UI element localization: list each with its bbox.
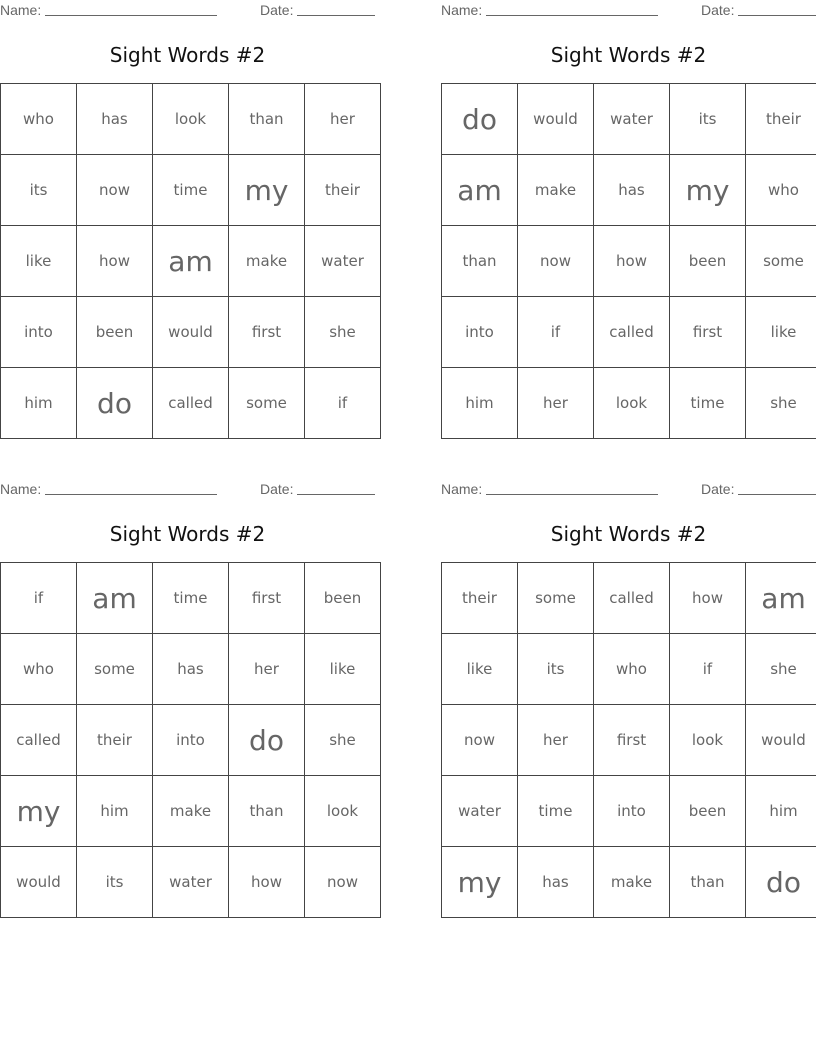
word-cell[interactable]: look: [305, 776, 381, 847]
word-cell[interactable]: would: [518, 84, 594, 155]
word-cell[interactable]: if: [305, 368, 381, 439]
word-cell[interactable]: been: [305, 563, 381, 634]
word-cell[interactable]: been: [670, 226, 746, 297]
word-cell[interactable]: do: [442, 84, 518, 155]
word-cell[interactable]: their: [305, 155, 381, 226]
grid-row: [442, 634, 816, 705]
grid-row: [442, 776, 816, 847]
word-cell[interactable]: am: [746, 563, 816, 634]
word-cell[interactable]: called: [594, 297, 670, 368]
word-cell[interactable]: like: [442, 634, 518, 705]
word-cell[interactable]: its: [1, 155, 77, 226]
word-cell[interactable]: would: [746, 705, 816, 776]
name-field[interactable]: [486, 494, 658, 495]
word-cell[interactable]: if: [518, 297, 594, 368]
word-cell[interactable]: first: [229, 297, 305, 368]
word-cell[interactable]: into: [1, 297, 77, 368]
word-cell[interactable]: if: [1, 563, 77, 634]
word-cell[interactable]: make: [518, 155, 594, 226]
card-title: Sight Words #2: [550, 522, 707, 546]
word-cell[interactable]: make: [594, 847, 670, 918]
word-cell[interactable]: her: [229, 634, 305, 705]
word-cell[interactable]: first: [594, 705, 670, 776]
word-cell[interactable]: do: [77, 368, 153, 439]
grid-row: [1, 563, 381, 634]
word-cell[interactable]: called: [153, 368, 229, 439]
word-cell[interactable]: its: [77, 847, 153, 918]
word-cell[interactable]: look: [594, 368, 670, 439]
grid-row: [1, 226, 381, 297]
word-cell[interactable]: into: [594, 776, 670, 847]
name-label: Name:: [441, 481, 483, 497]
word-cell[interactable]: she: [746, 368, 816, 439]
word-cell[interactable]: she: [305, 705, 381, 776]
date-label: Date:: [701, 481, 735, 497]
grid-row: [442, 226, 816, 297]
word-cell[interactable]: water: [153, 847, 229, 918]
name-field[interactable]: [45, 494, 217, 495]
word-cell[interactable]: like: [746, 297, 816, 368]
word-cell[interactable]: into: [442, 297, 518, 368]
word-cell[interactable]: my: [1, 776, 77, 847]
word-cell[interactable]: my: [442, 847, 518, 918]
grid-row: [442, 705, 816, 776]
date-field[interactable]: [297, 494, 375, 495]
name-date-header: [441, 479, 816, 501]
word-cell[interactable]: look: [670, 705, 746, 776]
word-cell[interactable]: how: [594, 226, 670, 297]
word-cell[interactable]: she: [746, 634, 816, 705]
bingo-card: [0, 479, 375, 891]
name-date-header: [0, 0, 375, 22]
word-cell[interactable]: how: [229, 847, 305, 918]
word-cell[interactable]: time: [153, 563, 229, 634]
word-cell[interactable]: she: [305, 297, 381, 368]
word-cell[interactable]: water: [594, 84, 670, 155]
word-cell[interactable]: some: [229, 368, 305, 439]
name-date-header: [441, 0, 816, 22]
grid-row: [442, 847, 816, 918]
word-cell[interactable]: their: [746, 84, 816, 155]
date-field[interactable]: [738, 494, 816, 495]
date-label: Date:: [701, 2, 735, 18]
word-cell[interactable]: who: [594, 634, 670, 705]
word-cell[interactable]: first: [229, 563, 305, 634]
word-cell[interactable]: called: [1, 705, 77, 776]
word-cell[interactable]: been: [77, 297, 153, 368]
card-title: Sight Words #2: [550, 43, 707, 67]
grid-row: [1, 297, 381, 368]
word-cell[interactable]: like: [305, 634, 381, 705]
word-cell[interactable]: some: [746, 226, 816, 297]
name-label: Name:: [0, 2, 42, 18]
grid-row: [1, 634, 381, 705]
word-cell[interactable]: now: [77, 155, 153, 226]
word-cell[interactable]: am: [442, 155, 518, 226]
word-cell[interactable]: him: [442, 368, 518, 439]
card-title: Sight Words #2: [109, 522, 266, 546]
word-cell[interactable]: do: [746, 847, 816, 918]
word-cell[interactable]: her: [518, 368, 594, 439]
word-cell[interactable]: into: [153, 705, 229, 776]
word-cell[interactable]: time: [153, 155, 229, 226]
grid-row: [442, 84, 816, 155]
grid-row: [1, 155, 381, 226]
word-cell[interactable]: than: [442, 226, 518, 297]
word-cell[interactable]: would: [1, 847, 77, 918]
bingo-card: [0, 0, 375, 420]
grid-row: [442, 155, 816, 226]
grid-row: [1, 776, 381, 847]
word-cell[interactable]: look: [153, 84, 229, 155]
word-cell[interactable]: has: [518, 847, 594, 918]
date-field[interactable]: [297, 15, 375, 16]
word-cell[interactable]: do: [229, 705, 305, 776]
word-cell[interactable]: him: [746, 776, 816, 847]
word-cell[interactable]: make: [153, 776, 229, 847]
word-cell[interactable]: him: [77, 776, 153, 847]
word-cell[interactable]: who: [1, 634, 77, 705]
date-field[interactable]: [738, 15, 816, 16]
word-cell[interactable]: has: [153, 634, 229, 705]
word-cell[interactable]: than: [229, 84, 305, 155]
word-cell[interactable]: now: [442, 705, 518, 776]
word-cell[interactable]: am: [77, 563, 153, 634]
word-cell[interactable]: would: [153, 297, 229, 368]
word-cell[interactable]: called: [594, 563, 670, 634]
date-label: Date:: [260, 481, 294, 497]
word-cell[interactable]: now: [305, 847, 381, 918]
grid-row: [1, 705, 381, 776]
word-cell[interactable]: if: [670, 634, 746, 705]
name-field[interactable]: [486, 15, 658, 16]
word-cell[interactable]: its: [670, 84, 746, 155]
word-cell[interactable]: time: [518, 776, 594, 847]
word-grid: [441, 562, 816, 918]
word-cell[interactable]: its: [518, 634, 594, 705]
word-cell[interactable]: my: [229, 155, 305, 226]
bingo-card: [441, 0, 816, 412]
word-cell[interactable]: who: [746, 155, 816, 226]
word-cell[interactable]: some: [518, 563, 594, 634]
card-title: Sight Words #2: [109, 43, 266, 67]
word-cell[interactable]: how: [77, 226, 153, 297]
word-cell[interactable]: some: [77, 634, 153, 705]
word-cell[interactable]: like: [1, 226, 77, 297]
word-cell[interactable]: water: [442, 776, 518, 847]
word-cell[interactable]: their: [77, 705, 153, 776]
word-grid: [0, 83, 381, 439]
grid-row: [1, 847, 381, 918]
word-cell[interactable]: water: [305, 226, 381, 297]
word-cell[interactable]: been: [670, 776, 746, 847]
word-cell[interactable]: make: [229, 226, 305, 297]
word-cell[interactable]: how: [670, 563, 746, 634]
grid-row: [442, 297, 816, 368]
grid-row: [1, 368, 381, 439]
word-cell[interactable]: has: [77, 84, 153, 155]
word-cell[interactable]: my: [670, 155, 746, 226]
word-cell[interactable]: now: [518, 226, 594, 297]
word-cell[interactable]: time: [670, 368, 746, 439]
name-field[interactable]: [45, 15, 217, 16]
word-cell[interactable]: him: [1, 368, 77, 439]
word-cell[interactable]: her: [305, 84, 381, 155]
word-cell[interactable]: has: [594, 155, 670, 226]
date-label: Date:: [260, 2, 294, 18]
word-grid: [0, 562, 381, 918]
grid-row: [442, 563, 816, 634]
word-cell[interactable]: am: [153, 226, 229, 297]
word-cell[interactable]: her: [518, 705, 594, 776]
word-cell[interactable]: their: [442, 563, 518, 634]
grid-row: [442, 368, 816, 439]
word-grid: [441, 83, 816, 439]
bingo-card: [441, 479, 816, 899]
name-label: Name:: [441, 2, 483, 18]
word-cell[interactable]: than: [670, 847, 746, 918]
word-cell[interactable]: who: [1, 84, 77, 155]
grid-row: [1, 84, 381, 155]
word-cell[interactable]: first: [670, 297, 746, 368]
name-date-header: [0, 479, 375, 501]
word-cell[interactable]: than: [229, 776, 305, 847]
name-label: Name:: [0, 481, 42, 497]
